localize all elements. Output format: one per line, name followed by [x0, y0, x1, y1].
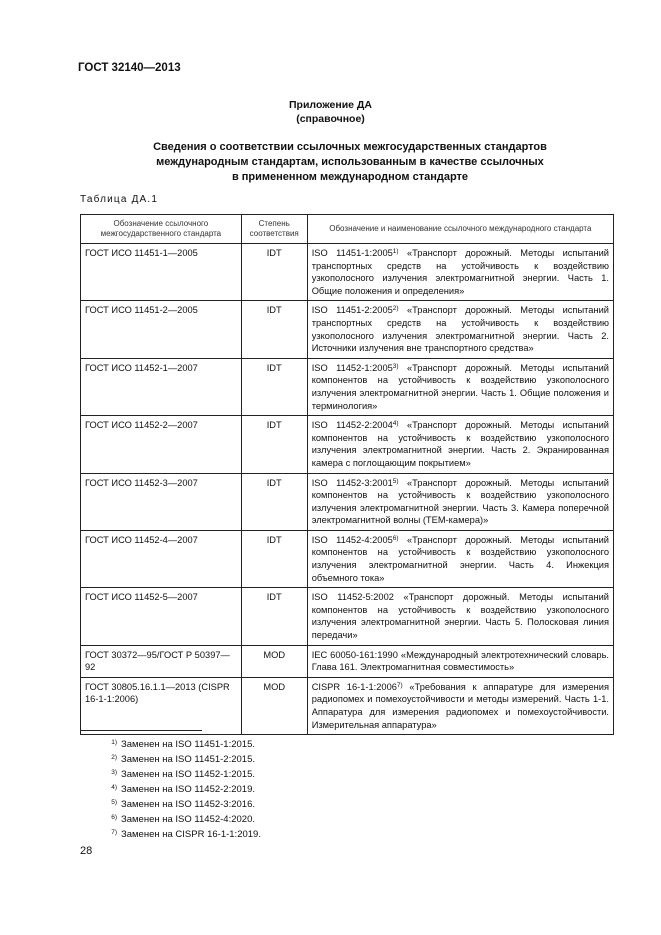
footnote-text: Заменен на ISO 11451-1:2015.	[121, 739, 255, 750]
footnote-marker: 5)	[392, 477, 399, 485]
reference-title: «Транспорт дорожный. Методы испытаний компонентов на устойчивость к воздействию узкополосного излучения электромагнитной энергии. Часть 2. Экранированная камера с поглощающим покрытием»	[311, 420, 609, 468]
reference-cell	[307, 244, 613, 301]
reference-code: ISO 11452-2:2004	[311, 420, 393, 431]
reference-code: ISO 11452-4:2005	[311, 534, 393, 545]
table-row	[81, 301, 614, 358]
table-header-row	[81, 215, 614, 244]
degree-cell: IDT	[241, 416, 307, 473]
degree-cell: IDT	[241, 530, 307, 587]
footnote-text: Заменен на CISPR 16-1-1:2019.	[121, 829, 261, 840]
page-number: 28	[80, 845, 93, 857]
reference-title: «Транспорт дорожный. Методы испытаний компонентов на устойчивость к воздействию узкополосного излучения электромагнитной энергии. Часть 1. Общие положения и терминология»	[311, 362, 609, 411]
footnote-text: Заменен на ISO 11452-3:2016.	[121, 799, 255, 810]
footnote-text: Заменен на ISO 11451-2:2015.	[121, 754, 255, 765]
reference-cell	[307, 473, 613, 530]
degree-cell: IDT	[241, 588, 307, 645]
degree-cell: IDT	[241, 244, 307, 301]
footnote-text: Заменен на ISO 11452-4:2020.	[121, 814, 255, 825]
reference-title: «Транспорт дорожный. Методы испытаний компонентов на устойчивость к воздействию узкополосного излучения электромагнитной энергии. Часть 4. Инжекция объемного тока»	[311, 534, 609, 583]
reference-code: IEC 60050-161:1990	[311, 649, 398, 660]
footnote-number: 6)	[111, 814, 117, 821]
standard-cell: ГОСТ ИСО 11452-5—2007	[81, 588, 242, 645]
standard-cell: ГОСТ ИСО 11452-2—2007	[81, 416, 242, 473]
footnote	[80, 782, 261, 797]
table-row	[81, 645, 614, 677]
footnote-text: Заменен на ISO 11452-1:2015.	[121, 769, 255, 780]
footnote-marker: 3)	[392, 362, 399, 370]
table-row	[81, 244, 614, 301]
footnote-number: 3)	[111, 769, 117, 776]
footnote-marker: 6)	[392, 534, 399, 542]
table-row	[81, 530, 614, 587]
degree-cell: IDT	[241, 473, 307, 530]
standard-cell: ГОСТ ИСО 11452-1—2007	[81, 358, 242, 415]
footnote	[80, 797, 261, 812]
footnote	[80, 812, 261, 827]
reference-cell	[307, 530, 613, 587]
footnote-number: 1)	[111, 739, 117, 746]
reference-code: ISO 11452-5:2002	[311, 592, 394, 603]
appendix-subtitle: (справочное)	[296, 113, 365, 125]
column-header: Обозначение и наименование ссылочного международного стандарта	[307, 215, 613, 244]
heading-line: в примененном международном стандарте	[231, 171, 469, 183]
column-header: Обозначение ссылочного межгосударственного стандарта	[81, 215, 242, 244]
reference-title: «Международный электротехнический словарь. Глава 161. Электромагнитная совместимость»	[311, 649, 609, 673]
reference-title: «Транспорт дорожный. Методы испытаний транспортных средств на устойчивость к воздействию узкополосного излучения электромагнитной энергии. Часть 1. Общие положения и определения»	[311, 248, 609, 296]
document-code: ГОСТ 32140—2013	[78, 62, 181, 74]
reference-cell	[307, 416, 613, 473]
reference-title: «Транспорт дорожный. Методы испытаний транспортных средств на устойчивость к воздействию узкополосного излучения электромагнитной энергии. Часть 2. Источники излучения вне транспортного средства»	[311, 305, 609, 354]
reference-cell	[307, 677, 613, 734]
reference-cell	[307, 301, 613, 358]
standard-cell: ГОСТ 30805.16.1.1—2013 (CISPR 16-1-1:2006)	[81, 677, 242, 734]
section-heading	[120, 140, 580, 185]
degree-cell: MOD	[241, 677, 307, 734]
reference-title: «Требования к аппаратуре для измерения радиопомех и помехоустойчивости и методы измерений. Часть 1-1. Аппаратура для измерения радиопомех и помехоустойчивости. Измерительная аппаратура»	[311, 681, 609, 730]
table-row	[81, 473, 614, 530]
standard-cell: ГОСТ ИСО 11451-2—2005	[81, 301, 242, 358]
reference-code: CISPR 16-1-1:2006	[311, 681, 397, 692]
heading-line: международным стандартам, использованным в качестве ссылочных	[156, 156, 544, 168]
table-row	[81, 588, 614, 645]
standard-cell: ГОСТ ИСО 11451-1—2005	[81, 244, 242, 301]
reference-title: «Транспорт дорожный. Методы испытаний компонентов на устойчивость к воздействию узкополосного излучения электромагнитной энергии. Часть 5. Полосковая линия передачи»	[311, 592, 609, 641]
reference-cell	[307, 645, 613, 677]
reference-code: ISO 11451-1:2005	[311, 248, 393, 258]
footnote-marker: 7)	[396, 681, 403, 689]
reference-code: ISO 11451-2:2005	[311, 305, 393, 316]
appendix-title: Приложение ДА	[289, 99, 372, 111]
degree-cell: IDT	[241, 358, 307, 415]
reference-cell	[307, 588, 613, 645]
degree-cell: MOD	[241, 645, 307, 677]
footnote-number: 5)	[111, 799, 117, 806]
reference-code: ISO 11452-1:2005	[311, 362, 393, 373]
degree-cell: IDT	[241, 301, 307, 358]
footnote	[80, 827, 261, 842]
footnotes	[80, 737, 261, 842]
footnote-number: 2)	[111, 754, 117, 761]
reference-cell	[307, 358, 613, 415]
table-label: Таблица ДА.1	[80, 194, 159, 205]
footnote-marker: 4)	[392, 420, 399, 428]
table-row	[81, 416, 614, 473]
footnote-marker: 2)	[392, 305, 399, 313]
table-row	[81, 677, 614, 734]
footnote	[80, 737, 261, 752]
standard-cell: ГОСТ ИСО 11452-4—2007	[81, 530, 242, 587]
footnote-number: 7)	[111, 829, 117, 836]
footnote	[80, 752, 261, 767]
correspondence-table	[80, 214, 614, 735]
reference-title: «Транспорт дорожный. Методы испытаний компонентов на устойчивость к воздействию узкополосного излучения электромагнитной энергии. Часть 3. Камера поперечной электромагнитной волны (ТЕМ-камера)»	[311, 477, 609, 526]
footnote-text: Заменен на ISO 11452-2:2019.	[121, 784, 255, 795]
column-header: Степень соответствия	[241, 215, 307, 244]
footnote-marker: 1)	[392, 248, 399, 255]
reference-code: ISO 11452-3:2001	[311, 477, 393, 488]
standard-cell: ГОСТ ИСО 11452-3—2007	[81, 473, 242, 530]
table-row	[81, 358, 614, 415]
footnote-number: 4)	[111, 784, 117, 791]
standard-cell: ГОСТ 30372—95/ГОСТ Р 50397—92	[81, 645, 242, 677]
footnote-separator	[80, 730, 202, 731]
footnote	[80, 767, 261, 782]
heading-line: Сведения о соответствии ссылочных межгосударственных стандартов	[153, 141, 547, 153]
